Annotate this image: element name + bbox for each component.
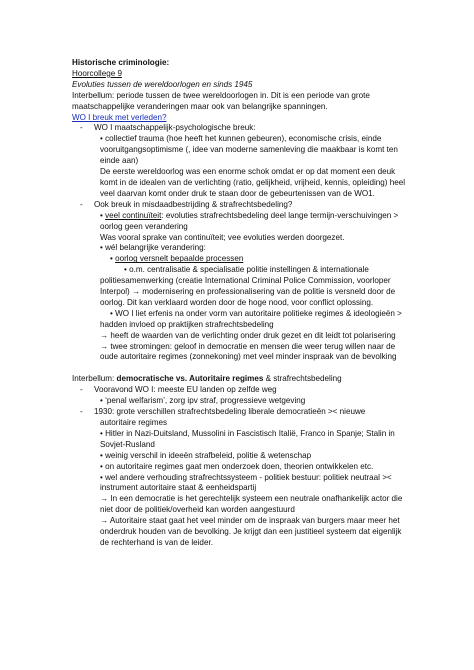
section2-heading-bold: democratische vs. Autoritaire regimes bbox=[116, 374, 264, 384]
s1-line: oude autoritaire regimes (zonnekoning) met veel minder inspraak van de bevolking bbox=[100, 352, 397, 362]
s1-line-accelerates bbox=[72, 254, 444, 265]
bullet-glyph: • bbox=[110, 254, 116, 264]
s1-line: politiesamenwerking (creatie International Criminal Police Commission, voorloper bbox=[100, 276, 391, 286]
s2-line: onderdruk houden van de bevolking. Je krijgt dan een justitieel systeem dat eigenlijk bbox=[100, 527, 402, 537]
dash-marker: - bbox=[80, 123, 83, 133]
s2-line: niet door de politiek/overheid kan worden aangestuurd bbox=[100, 505, 295, 515]
s1-line: • WO I liet erfenis na onder vorm van autoritaire politieke regimes & ideologieën > bbox=[110, 308, 402, 318]
s1-line: • o.m. centralisatie & specialisatie politie instellingen & internationale bbox=[124, 265, 369, 275]
s1-line: einde aan) bbox=[100, 156, 139, 166]
section1-heading-link[interactable]: WO I breuk met verleden? bbox=[72, 112, 167, 122]
s1-line: Interpol) → modernisering en professionalisering van de politie is versneld door de bbox=[100, 287, 396, 297]
s1-line: komt in de idealen van de verlichting (ratio, gelijkheid, vrijheid, kennis, opleiding) heel bbox=[100, 177, 406, 187]
dash-marker: - bbox=[80, 385, 83, 395]
s2-line: instrument autoritaire staat & eenheidspartij bbox=[100, 483, 257, 493]
intro-line-1: Interbellum: periode tussen de twee wereldoorlogen in. Dit is een periode van grote bbox=[72, 90, 370, 100]
dash-marker: - bbox=[80, 199, 83, 209]
accelerates-underlined: oorlog versnelt bepaalde processen bbox=[115, 254, 244, 264]
s2-line: → Autoritaire staat gaat het veel minder om de inspraak van burgers maar meer het bbox=[100, 516, 400, 526]
s1-bullet-1 bbox=[72, 123, 444, 134]
s1-line: • collectief trauma (hoe heeft het kunnen gebeuren), economische crisis, einde bbox=[100, 134, 382, 144]
s1-line: Was vooral sprake van continuïteit; vee evoluties werden doorgezet. bbox=[100, 232, 345, 242]
s1-bullet-2 bbox=[72, 200, 444, 211]
continuity-underlined: veel continuïteit bbox=[105, 210, 162, 220]
section2-heading bbox=[72, 374, 444, 385]
s1-line: oorlog geen verandering bbox=[100, 221, 188, 231]
s2-line: • on autoritaire regimes gaat men onderzoek doen, theorien ontwikkelen etc. bbox=[100, 461, 374, 471]
spacer bbox=[72, 363, 444, 374]
s2-line: Sovjet-Rusland bbox=[100, 439, 155, 449]
s2-line: • Hitler in Nazi-Duitsland, Mussolini in Fascistisch Italië, Franco in Spanje; Stalin in bbox=[100, 428, 395, 438]
section2-heading-suffix: & strafrechtsbedeling bbox=[263, 374, 342, 384]
s1-line: → twee stromingen: geloof in democratie en mensen die weer terug willen naar de bbox=[100, 341, 396, 351]
continuity-rest: : evoluties strafrechtsbedeling deel lange termijn-verschuivingen > bbox=[161, 210, 399, 220]
s2-bullet-2-text: 1930: grote verschillen strafrechtsbedeling liberale democratieën >< nieuwe bbox=[94, 407, 366, 417]
s2-bullet-2 bbox=[72, 407, 444, 418]
s2-line: • ‘penal welfarism’, zorg ipv straf, progressieve wetgeving bbox=[100, 396, 306, 406]
s1-line-continuity bbox=[72, 211, 444, 222]
s1-line: • wél belangrijke verandering: bbox=[100, 243, 206, 253]
s1-line: vooruitgangsoptimisme (, idee van moderne samenleving die maakbaar is komt ten bbox=[100, 145, 398, 155]
lecture-number: Hoorcollege 9 bbox=[72, 68, 122, 78]
s2-line: • wel andere verhouding strafrechtssysteem - politiek bestuur: politiek neutraal >< bbox=[100, 472, 392, 482]
s2-line: → In een democratie is het gerechtelijk systeem een neutrale onafhankelijk actor die bbox=[100, 494, 403, 504]
s1-bullet-2-text: Ook breuk in misdaadbestrijding & strafrechtsbedeling? bbox=[94, 199, 293, 209]
bullet-glyph: • bbox=[100, 210, 106, 220]
s1-line: hadden invloed op praktijken strafrechtsbedeling bbox=[100, 319, 274, 329]
s2-line: de rechterhand is van de leider. bbox=[100, 537, 213, 547]
s1-line: oorlog. Dit kan verklaard worden door de hoge nood, voor conflict oplossing. bbox=[100, 297, 374, 307]
s2-bullet-1-text: Vooravond WO I: meeste EU landen op zelfde weg bbox=[94, 385, 277, 395]
s1-bullet-1-text: WO I maatschappelijk-psychologische breuk: bbox=[94, 123, 256, 133]
document-title: Historische criminologie: bbox=[72, 58, 170, 67]
intro-line-2: maatschappelijke veranderingen maar ook van belangrijke spanningen. bbox=[72, 101, 328, 111]
s2-line: • weinig verschil in ideeën strafbeleid, politie & wetenschap bbox=[100, 450, 312, 460]
dash-marker: - bbox=[80, 407, 83, 417]
lecture-topic: Evoluties tussen de wereldoorlogen en sinds 1945 bbox=[72, 79, 253, 89]
s2-bullet-1 bbox=[72, 385, 444, 396]
section2-heading-prefix: Interbellum: bbox=[72, 374, 117, 384]
s1-line: veel daarvan komt onder druk te staan door de gebeurtenissen van de WO1. bbox=[100, 188, 375, 198]
s2-line: autoritaire regimes bbox=[100, 418, 168, 427]
s1-line: → heeft de waarden van de verlichting onder druk gezet en dit leidt tot polarisering bbox=[100, 330, 396, 340]
s1-line: De eerste wereldoorlog was een enorme schok omdat er op dat moment een deuk bbox=[100, 167, 396, 177]
